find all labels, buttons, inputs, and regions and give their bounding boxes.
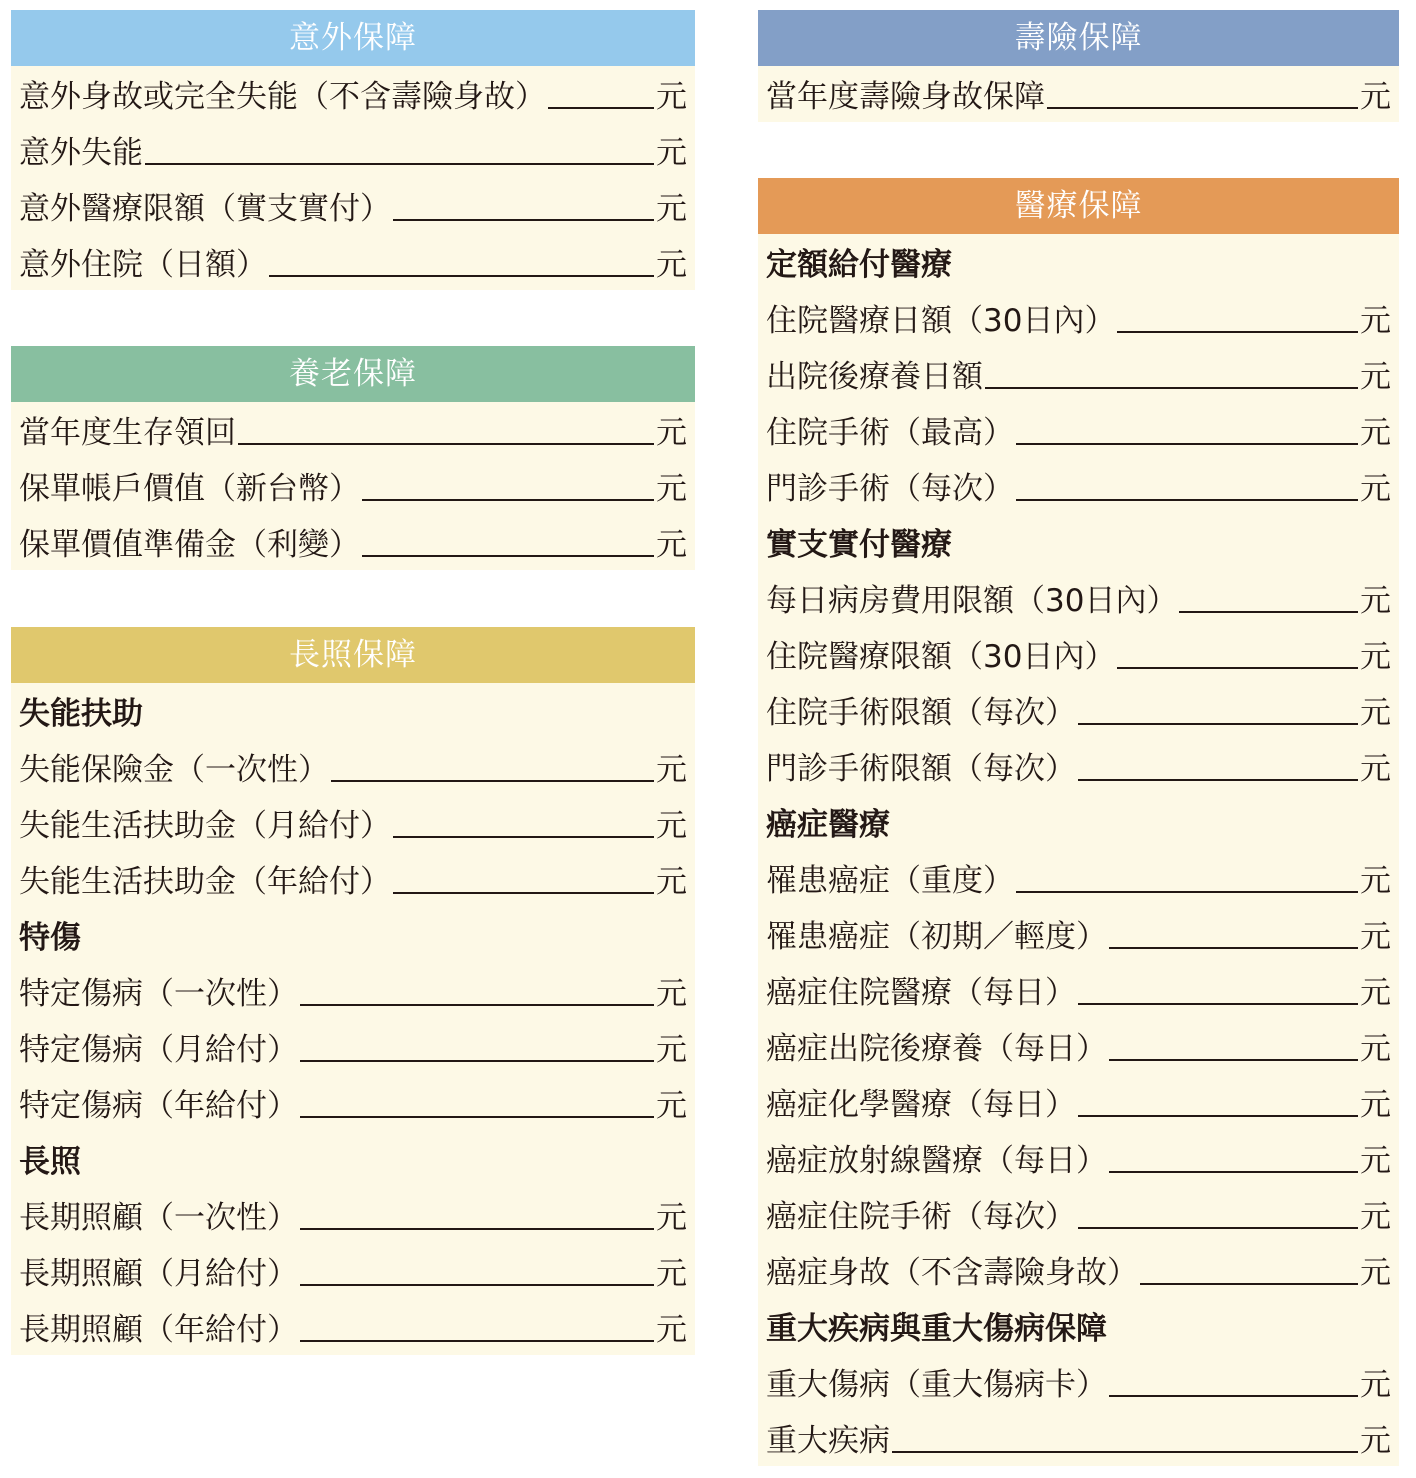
- unit-label: 元: [1360, 1255, 1391, 1291]
- row-label: 門診手術限額（每次）: [766, 751, 1076, 787]
- fill-in-blank[interactable]: [331, 780, 654, 782]
- medical-panel: [758, 178, 1399, 1466]
- row-label: 意外失能: [19, 135, 143, 171]
- fill-in-blank[interactable]: [1078, 723, 1358, 725]
- row-label: 失能生活扶助金（月給付）: [19, 808, 391, 844]
- ltc-title: 長照保障: [11, 627, 695, 683]
- unit-label: 元: [1360, 639, 1391, 675]
- row-label: 當年度生存領回: [19, 415, 236, 451]
- subsection-heading-text: 特傷: [19, 920, 81, 956]
- form-row: [11, 402, 695, 458]
- subsection-heading-text: 長照: [19, 1144, 81, 1180]
- fill-in-blank[interactable]: [269, 275, 654, 277]
- unit-label: 元: [656, 864, 687, 900]
- fill-in-blank[interactable]: [300, 1004, 654, 1006]
- fill-in-blank[interactable]: [300, 1228, 654, 1230]
- row-label: 特定傷病（月給付）: [19, 1032, 298, 1068]
- form-row: [758, 626, 1399, 682]
- unit-label: 元: [656, 79, 687, 115]
- fill-in-blank[interactable]: [393, 836, 654, 838]
- row-label: 保單帳戶價值（新台幣）: [19, 471, 360, 507]
- form-row: [11, 1075, 695, 1131]
- row-label: 保單價值準備金（利變）: [19, 527, 360, 563]
- fill-in-blank[interactable]: [393, 892, 654, 894]
- row-label: 失能生活扶助金（年給付）: [19, 864, 391, 900]
- fill-in-blank[interactable]: [1109, 1059, 1358, 1061]
- unit-label: 元: [1360, 1143, 1391, 1179]
- form-row: [11, 1187, 695, 1243]
- form-row: [758, 346, 1399, 402]
- unit-label: 元: [656, 247, 687, 283]
- fill-in-blank[interactable]: [1016, 891, 1358, 893]
- form-row: [758, 458, 1399, 514]
- row-label: 出院後療養日額: [766, 359, 983, 395]
- form-row: [11, 514, 695, 570]
- unit-label: 元: [1360, 751, 1391, 787]
- form-row: [758, 1074, 1399, 1130]
- form-row: [758, 738, 1399, 794]
- medical-title: 醫療保障: [758, 178, 1399, 234]
- row-label: 長期照顧（一次性）: [19, 1200, 298, 1236]
- unit-label: 元: [656, 1032, 687, 1068]
- form-row: [11, 458, 695, 514]
- form-row: [758, 1354, 1399, 1410]
- life-title: 壽險保障: [758, 10, 1399, 66]
- subsection-heading-text: 實支實付醫療: [766, 527, 952, 563]
- form-row: [11, 851, 695, 907]
- form-row: [758, 962, 1399, 1018]
- row-label: 癌症住院醫療（每日）: [766, 975, 1076, 1011]
- row-label: 癌症化學醫療（每日）: [766, 1087, 1076, 1123]
- fill-in-blank[interactable]: [1016, 443, 1358, 445]
- form-row: [758, 1410, 1399, 1466]
- form-row: [11, 178, 695, 234]
- unit-label: 元: [1360, 1031, 1391, 1067]
- fill-in-blank[interactable]: [300, 1284, 654, 1286]
- unit-label: 元: [656, 752, 687, 788]
- fill-in-blank[interactable]: [1047, 107, 1358, 109]
- fill-in-blank[interactable]: [1117, 331, 1358, 333]
- form-row: [11, 66, 695, 122]
- row-label: 失能保險金（一次性）: [19, 752, 329, 788]
- form-row: [758, 1018, 1399, 1074]
- subsection-heading-text: 定額給付醫療: [766, 247, 952, 283]
- subsection-heading: [758, 794, 1399, 850]
- form-row: [758, 402, 1399, 458]
- row-label: 重大疾病: [766, 1423, 890, 1459]
- unit-label: 元: [1360, 471, 1391, 507]
- fill-in-blank[interactable]: [300, 1116, 654, 1118]
- row-label: 每日病房費用限額（30日內）: [766, 583, 1178, 619]
- form-row: [758, 1186, 1399, 1242]
- unit-label: 元: [656, 808, 687, 844]
- fill-in-blank[interactable]: [1016, 499, 1358, 501]
- form-row: [11, 122, 695, 178]
- fill-in-blank[interactable]: [300, 1340, 654, 1342]
- subsection-heading: [11, 683, 695, 739]
- unit-label: 元: [656, 1088, 687, 1124]
- form-row: [758, 1242, 1399, 1298]
- form-row: [11, 1243, 695, 1299]
- row-label: 意外住院（日額）: [19, 247, 267, 283]
- fill-in-blank[interactable]: [1109, 947, 1358, 949]
- fill-in-blank[interactable]: [548, 107, 654, 109]
- form-row: [11, 1299, 695, 1355]
- subsection-heading: [11, 1131, 695, 1187]
- fill-in-blank[interactable]: [1117, 667, 1358, 669]
- ltc-panel: [11, 627, 695, 1355]
- unit-label: 元: [1360, 79, 1391, 115]
- fill-in-blank[interactable]: [300, 1060, 654, 1062]
- subsection-heading-text: 重大疾病與重大傷病保障: [766, 1311, 1107, 1347]
- row-label: 住院手術（最高）: [766, 415, 1014, 451]
- unit-label: 元: [656, 1200, 687, 1236]
- row-label: 住院手術限額（每次）: [766, 695, 1076, 731]
- unit-label: 元: [1360, 303, 1391, 339]
- fill-in-blank[interactable]: [1078, 1227, 1358, 1229]
- row-label: 重大傷病（重大傷病卡）: [766, 1367, 1107, 1403]
- form-row: [758, 1130, 1399, 1186]
- form-row: [758, 682, 1399, 738]
- form-row: [11, 795, 695, 851]
- unit-label: 元: [1360, 975, 1391, 1011]
- fill-in-blank[interactable]: [1109, 1395, 1358, 1397]
- unit-label: 元: [656, 415, 687, 451]
- fill-in-blank[interactable]: [1078, 779, 1358, 781]
- row-label: 罹患癌症（重度）: [766, 863, 1014, 899]
- unit-label: 元: [656, 1256, 687, 1292]
- form-row: [11, 963, 695, 1019]
- row-label: 意外醫療限額（實支實付）: [19, 191, 391, 227]
- unit-label: 元: [1360, 863, 1391, 899]
- unit-label: 元: [1360, 1423, 1391, 1459]
- unit-label: 元: [656, 135, 687, 171]
- row-label: 長期照顧（月給付）: [19, 1256, 298, 1292]
- life-panel: [758, 10, 1399, 122]
- unit-label: 元: [1360, 415, 1391, 451]
- subsection-heading: [758, 1298, 1399, 1354]
- unit-label: 元: [1360, 1199, 1391, 1235]
- form-row: [758, 906, 1399, 962]
- accident-title: 意外保障: [11, 10, 695, 66]
- fill-in-blank[interactable]: [238, 443, 654, 445]
- fill-in-blank[interactable]: [1109, 1171, 1358, 1173]
- row-label: 長期照顧（年給付）: [19, 1312, 298, 1348]
- fill-in-blank[interactable]: [1078, 1003, 1358, 1005]
- unit-label: 元: [1360, 695, 1391, 731]
- subsection-heading-text: 癌症醫療: [766, 807, 890, 843]
- row-label: 癌症住院手術（每次）: [766, 1199, 1076, 1235]
- subsection-heading: [758, 234, 1399, 290]
- row-label: 當年度壽險身故保障: [766, 79, 1045, 115]
- form-row: [11, 234, 695, 290]
- fill-in-blank[interactable]: [1179, 611, 1358, 613]
- fill-in-blank[interactable]: [362, 555, 654, 557]
- form-row: [758, 290, 1399, 346]
- subsection-heading: [11, 907, 695, 963]
- unit-label: 元: [1360, 1087, 1391, 1123]
- row-label: 特定傷病（年給付）: [19, 1088, 298, 1124]
- unit-label: 元: [1360, 1367, 1391, 1403]
- unit-label: 元: [656, 191, 687, 227]
- subsection-heading-text: 失能扶助: [19, 696, 143, 732]
- fill-in-blank[interactable]: [145, 163, 654, 165]
- form-row: [758, 570, 1399, 626]
- unit-label: 元: [1360, 583, 1391, 619]
- unit-label: 元: [656, 1312, 687, 1348]
- pension-title: 養老保障: [11, 346, 695, 402]
- fill-in-blank[interactable]: [362, 499, 654, 501]
- row-label: 意外身故或完全失能（不含壽險身故）: [19, 79, 546, 115]
- unit-label: 元: [1360, 919, 1391, 955]
- form-row: [758, 850, 1399, 906]
- row-label: 特定傷病（一次性）: [19, 976, 298, 1012]
- row-label: 罹患癌症（初期／輕度）: [766, 919, 1107, 955]
- form-row: [758, 66, 1399, 122]
- accident-panel: [11, 10, 695, 290]
- pension-panel: [11, 346, 695, 570]
- row-label: 住院醫療限額（30日內）: [766, 639, 1116, 675]
- unit-label: 元: [656, 976, 687, 1012]
- form-row: [11, 739, 695, 795]
- fill-in-blank[interactable]: [892, 1451, 1358, 1453]
- subsection-heading: [758, 514, 1399, 570]
- row-label: 住院醫療日額（30日內）: [766, 303, 1116, 339]
- fill-in-blank[interactable]: [393, 219, 654, 221]
- form-row: [11, 1019, 695, 1075]
- row-label: 門診手術（每次）: [766, 471, 1014, 507]
- fill-in-blank[interactable]: [1140, 1283, 1358, 1285]
- unit-label: 元: [1360, 359, 1391, 395]
- unit-label: 元: [656, 527, 687, 563]
- row-label: 癌症放射線醫療（每日）: [766, 1143, 1107, 1179]
- fill-in-blank[interactable]: [1078, 1115, 1358, 1117]
- unit-label: 元: [656, 471, 687, 507]
- row-label: 癌症出院後療養（每日）: [766, 1031, 1107, 1067]
- row-label: 癌症身故（不含壽險身故）: [766, 1255, 1138, 1291]
- fill-in-blank[interactable]: [985, 387, 1358, 389]
